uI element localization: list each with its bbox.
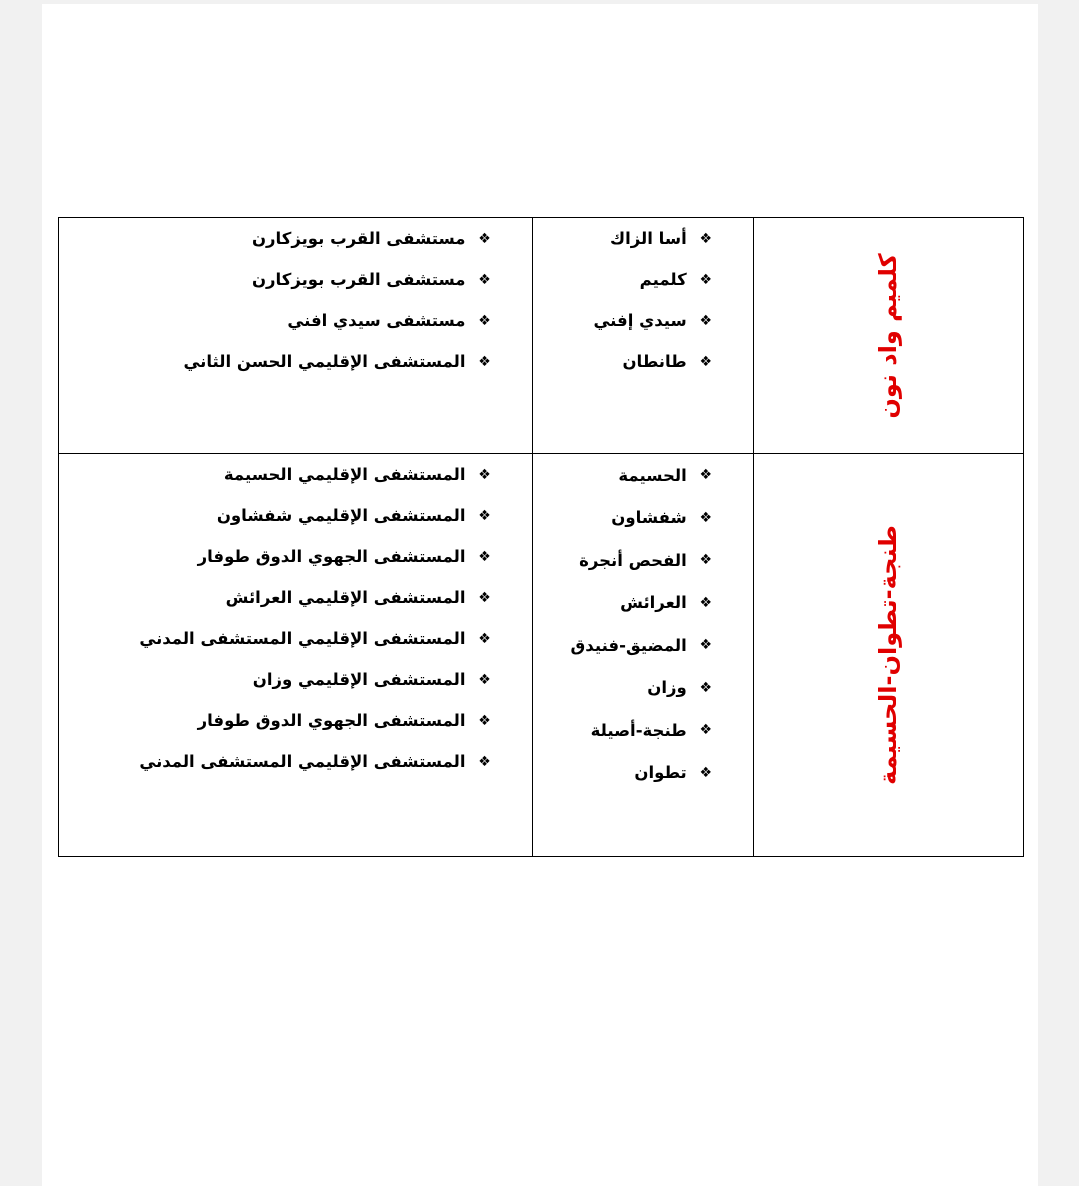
province-name: شفشاون: [611, 508, 687, 528]
province-name: طانطان: [622, 352, 687, 371]
diamond-bullet-icon: ❖: [699, 467, 713, 484]
list-item: [533, 341, 753, 382]
hospital-name: مستشفى القرب بويزكارن: [251, 270, 466, 289]
province-list: [533, 218, 753, 382]
hospital-name: مستشفى سيدي افني: [287, 311, 466, 330]
list-item: [59, 218, 532, 259]
region-cell: [753, 454, 1023, 857]
province-name: المضيق-فنيدق: [570, 635, 687, 655]
list-item: [533, 582, 753, 625]
hospital-name: المستشفى الإقليمي العرائش: [225, 588, 466, 607]
list-item: [59, 618, 532, 659]
diamond-bullet-icon: ❖: [699, 230, 713, 247]
diamond-bullet-icon: ❖: [478, 630, 491, 647]
province-name: الفحص أنجرة: [579, 550, 687, 570]
province-name: كلميم: [639, 270, 687, 289]
hospital-name: المستشفى الإقليمي المستشفى المدني: [139, 752, 466, 771]
hospital-name: المستشفى الإقليمي المستشفى المدني: [139, 629, 466, 648]
list-item: [59, 300, 532, 341]
province-name: طنجة-أصيلة: [590, 720, 687, 740]
hospital-cell: [59, 454, 533, 857]
list-item: [533, 218, 753, 259]
diamond-bullet-icon: ❖: [699, 312, 713, 329]
region-cell: [753, 218, 1023, 454]
list-item: [59, 454, 532, 495]
hospital-name: المستشفى الإقليمي الحسيمة: [223, 465, 466, 484]
list-item: [533, 497, 753, 540]
diamond-bullet-icon: ❖: [699, 637, 713, 654]
list-item: [59, 577, 532, 618]
diamond-bullet-icon: ❖: [699, 353, 713, 370]
hospital-name: المستشفى الإقليمي الحسن الثاني: [183, 352, 466, 371]
list-item: [59, 536, 532, 577]
list-item: [533, 539, 753, 582]
list-item: [59, 700, 532, 741]
diamond-bullet-icon: ❖: [478, 312, 491, 329]
region-name: طنجة-تطوان-الحسيمة: [874, 525, 903, 785]
list-item: [533, 667, 753, 710]
list-item: [533, 752, 753, 795]
diamond-bullet-icon: ❖: [699, 509, 713, 526]
hospital-name: مستشفى القرب بويزكارن: [251, 229, 466, 248]
list-item: [533, 454, 753, 497]
hospital-cell: [59, 218, 533, 454]
diamond-bullet-icon: ❖: [478, 712, 491, 729]
hospital-name: المستشفى الإقليمي شفشاون: [216, 506, 466, 525]
diamond-bullet-icon: ❖: [478, 507, 491, 524]
hospitals-table: [58, 217, 1024, 857]
diamond-bullet-icon: ❖: [699, 271, 713, 288]
diamond-bullet-icon: ❖: [699, 764, 713, 781]
diamond-bullet-icon: ❖: [478, 753, 491, 770]
province-name: الحسيمة: [618, 465, 687, 485]
province-list: [533, 454, 753, 794]
region-name: كلميم واد نون: [874, 252, 903, 419]
hospital-list: [59, 454, 532, 782]
diamond-bullet-icon: ❖: [478, 671, 491, 688]
hospital-name: المستشفى الجهوي الدوق طوفار: [197, 711, 466, 730]
diamond-bullet-icon: ❖: [699, 679, 713, 696]
province-cell: [532, 454, 753, 857]
diamond-bullet-icon: ❖: [699, 552, 713, 569]
province-name: وزان: [647, 678, 687, 698]
list-item: [59, 259, 532, 300]
hospital-name: المستشفى الإقليمي وزان: [252, 670, 466, 689]
province-name: سيدي إفني: [593, 311, 687, 330]
diamond-bullet-icon: ❖: [478, 548, 491, 565]
province-name: العرائش: [620, 593, 687, 613]
hospital-name: المستشفى الجهوي الدوق طوفار: [197, 547, 466, 566]
province-cell: [532, 218, 753, 454]
diamond-bullet-icon: ❖: [699, 722, 713, 739]
table-row: [59, 218, 1024, 454]
list-item: [533, 709, 753, 752]
diamond-bullet-icon: ❖: [478, 589, 491, 606]
diamond-bullet-icon: ❖: [478, 271, 491, 288]
hospital-list: [59, 218, 532, 382]
province-name: أسا الزاك: [610, 229, 687, 248]
diamond-bullet-icon: ❖: [478, 466, 491, 483]
list-item: [533, 300, 753, 341]
table-row: [59, 454, 1024, 857]
list-item: [59, 659, 532, 700]
diamond-bullet-icon: ❖: [478, 230, 491, 247]
province-name: تطوان: [634, 763, 687, 783]
list-item: [59, 341, 532, 382]
list-item: [59, 741, 532, 782]
list-item: [533, 259, 753, 300]
list-item: [533, 624, 753, 667]
diamond-bullet-icon: ❖: [478, 353, 491, 370]
list-item: [59, 495, 532, 536]
diamond-bullet-icon: ❖: [699, 594, 713, 611]
